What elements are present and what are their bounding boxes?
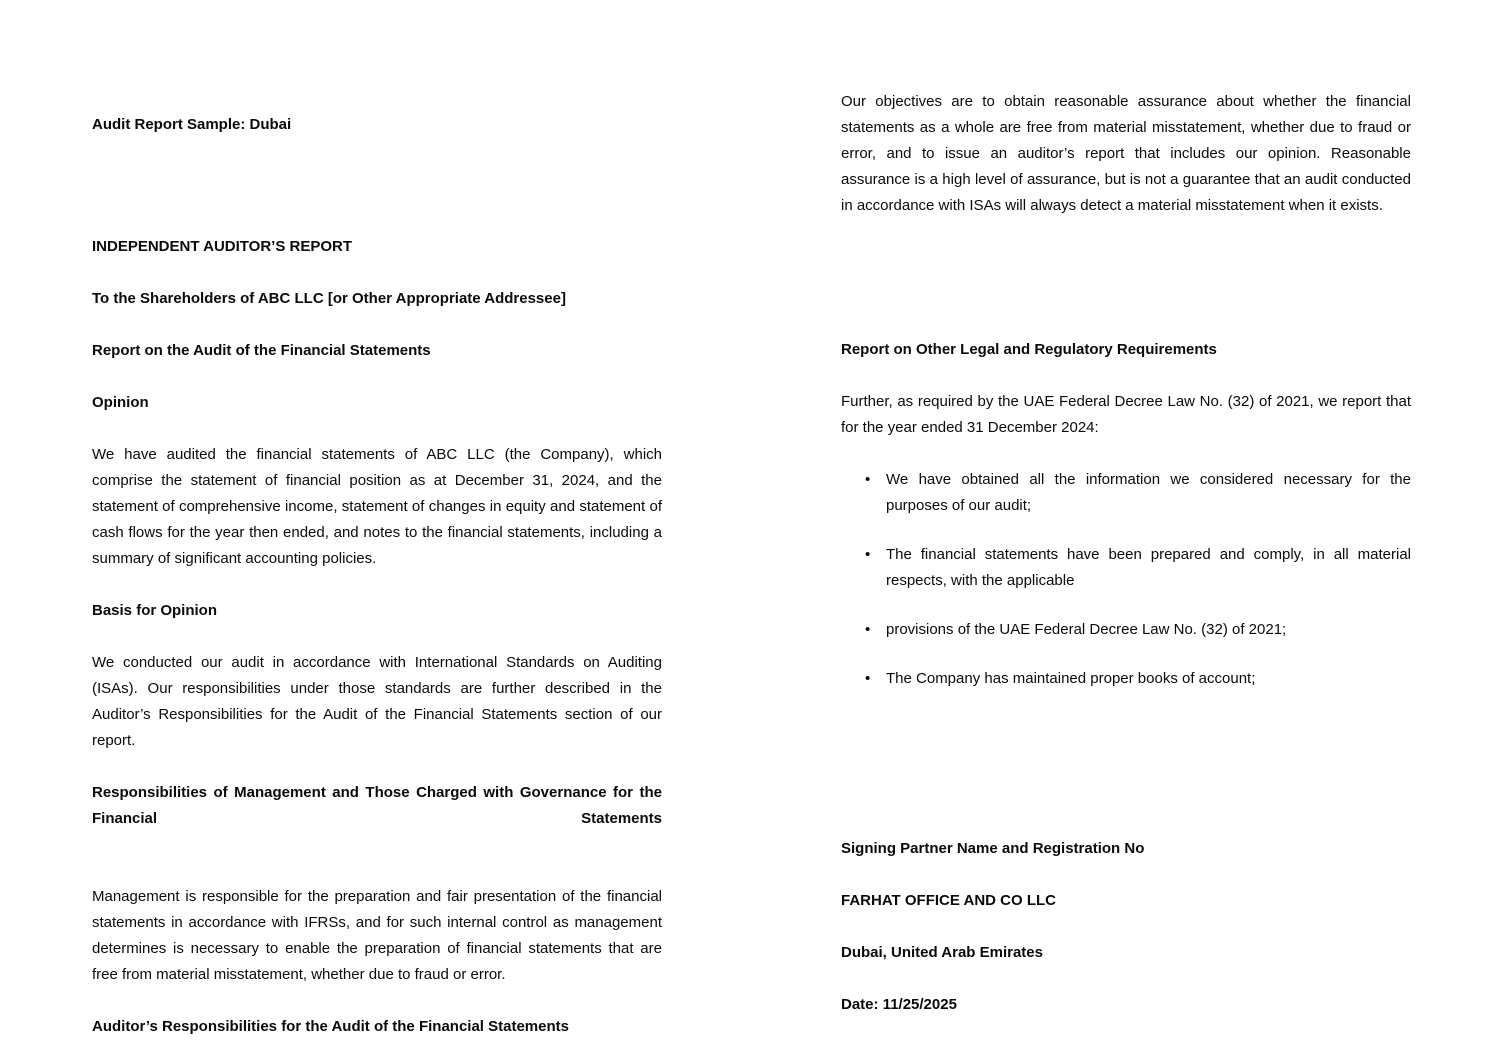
requirements-bullet-list bbox=[841, 467, 1411, 692]
list-item-label: provisions of the UAE Federal Decree Law No. (32) of 2021; bbox=[886, 621, 1287, 638]
heading-basis-for-opinion: Basis for Opinion bbox=[92, 602, 218, 619]
spacer bbox=[841, 219, 1411, 315]
bullet-icon: • bbox=[865, 546, 871, 563]
spacer bbox=[92, 138, 662, 234]
paragraph-basis-for-opinion: We conducted our audit in accordance with International Standards on Auditing (ISAs). Our responsibilities under those standards are further described in the Auditor’s Responsibilities for the Audit of the Financial Statements section of our report. bbox=[92, 654, 662, 749]
document-title: Audit Report Sample: Dubai bbox=[92, 116, 292, 133]
left-column bbox=[92, 112, 662, 1040]
right-column bbox=[841, 89, 1411, 1018]
bullet-icon: • bbox=[865, 621, 871, 638]
bullet-icon: • bbox=[865, 670, 871, 687]
spacer bbox=[841, 914, 1411, 940]
heading-other-legal-requirements: Report on Other Legal and Regulatory Requirements bbox=[841, 341, 1217, 358]
section-report-on-audit: Report on the Audit of the Financial Statements bbox=[92, 342, 431, 359]
heading-auditor-responsibilities: Auditor’s Responsibilities for the Audit of the Financial Statements bbox=[92, 1018, 569, 1035]
report-date: Date: 11/25/2025 bbox=[841, 996, 957, 1013]
list-item bbox=[841, 617, 1411, 643]
report-title: INDEPENDENT AUDITOR’S REPORT bbox=[92, 238, 353, 255]
spacer bbox=[841, 966, 1411, 992]
spacer bbox=[92, 364, 662, 390]
firm-location: Dubai, United Arab Emirates bbox=[841, 944, 1043, 961]
spacer bbox=[92, 312, 662, 338]
bullet-icon: • bbox=[865, 471, 871, 488]
spacer bbox=[841, 692, 1411, 788]
list-item bbox=[841, 542, 1411, 594]
spacer bbox=[92, 858, 662, 884]
signing-partner-line: Signing Partner Name and Registration No bbox=[841, 840, 1145, 857]
paragraph-further-requirements: Further, as required by the UAE Federal Decree Law No. (32) of 2021, we report that for the year ended 31 December 2024: bbox=[841, 393, 1411, 436]
spacer bbox=[92, 624, 662, 650]
spacer bbox=[841, 441, 1411, 467]
firm-name: FARHAT OFFICE AND CO LLC bbox=[841, 892, 1056, 909]
list-item bbox=[841, 467, 1411, 519]
spacer bbox=[92, 754, 662, 780]
spacer bbox=[92, 988, 662, 1014]
list-item-label: We have obtained all the information we considered necessary for the purposes of our audit; bbox=[886, 471, 1411, 514]
list-item-label: The financial statements have been prepared and comply, in all material respects, with the applicable bbox=[886, 546, 1411, 589]
list-item-label: The Company has maintained proper books of account; bbox=[886, 670, 1256, 687]
paragraph-management-responsibilities: Management is responsible for the preparation and fair presentation of the financial statements in accordance with IFRSs, and for such internal control as management determines is necessary to enable the preparation of financial statements that are free from material misstatement, whether due to fraud or error. bbox=[92, 888, 662, 983]
spacer bbox=[841, 315, 1411, 337]
paragraph-opinion: We have audited the financial statements of ABC LLC (the Company), which comprise the statement of financial position as at December 31, 2024, and the statement of comprehensive income, statement of changes in equity and statement of cash flows for the year then ended, and notes to the financial statements, including a summary of significant accounting policies. bbox=[92, 446, 662, 567]
list-item bbox=[841, 666, 1411, 692]
heading-management-responsibilities: Responsibilities of Management and Those Charged with Governance for the Financial Statements bbox=[92, 784, 662, 827]
paragraph-objectives: Our objectives are to obtain reasonable assurance about whether the financial statements as a whole are free from material misstatement, whether due to fraud or error, and to issue an auditor’s report that includes our opinion. Reasonable assurance is a high level of assurance, but is not a guarantee that an audit conducted in accordance with ISAs will always detect a material misstatement when it exists. bbox=[841, 93, 1411, 214]
addressee-line: To the Shareholders of ABC LLC [or Other Appropriate Addressee] bbox=[92, 290, 566, 307]
spacer bbox=[92, 260, 662, 286]
spacer bbox=[92, 572, 662, 598]
spacer bbox=[841, 363, 1411, 389]
heading-opinion: Opinion bbox=[92, 394, 149, 411]
spacer bbox=[92, 416, 662, 442]
spacer bbox=[841, 862, 1411, 888]
spacer bbox=[841, 788, 1411, 836]
